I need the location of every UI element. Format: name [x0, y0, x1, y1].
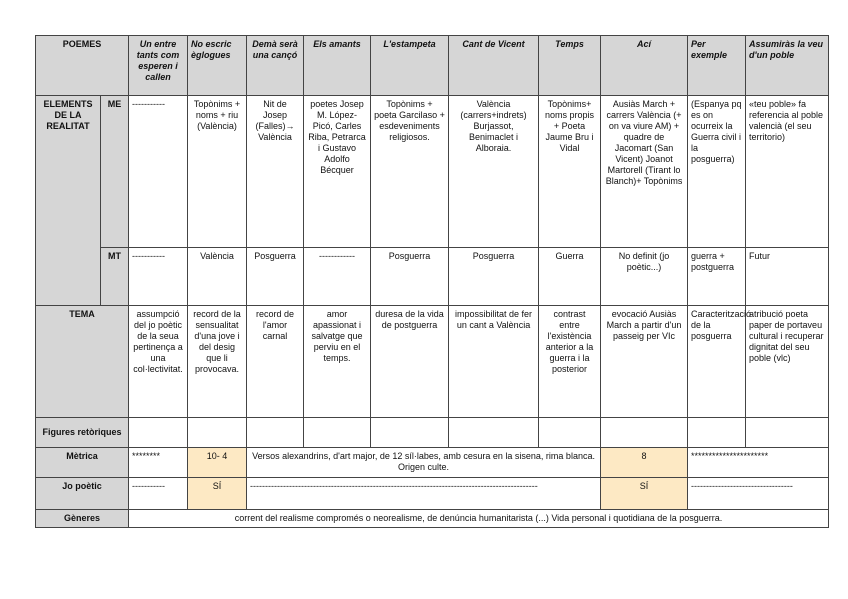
empty-cell: [371, 418, 449, 448]
mt-cell: Futur: [746, 248, 829, 306]
tema-cell: atribució poeta paper de portaveu cultural i recuperar dignitat del seu poble (vlc): [746, 306, 829, 418]
header-poemes: POEMES: [36, 36, 129, 96]
generes-label: Gèneres: [36, 510, 129, 528]
empty-cell: [449, 418, 539, 448]
mt-cell: Guerra: [539, 248, 601, 306]
empty-cell: [539, 418, 601, 448]
header-col: L'estampeta: [371, 36, 449, 96]
figures-row: [36, 418, 829, 448]
metrica-noescric: 10- 4: [188, 448, 247, 478]
me-label: ME: [101, 96, 129, 248]
header-col: Per exemple: [688, 36, 746, 96]
tema-cell: contrast entre l'existència anterior a la guerra i la posterior: [539, 306, 601, 418]
tema-cell: impossibilitat de fer un cant a València: [449, 306, 539, 418]
mt-cell: ------------: [304, 248, 371, 306]
mt-cell: guerra + postguerra: [688, 248, 746, 306]
empty-cell: [688, 418, 746, 448]
me-cell: Topònims + noms + riu (València): [188, 96, 247, 248]
tema-cell: amor apassionat i salvatge que perviu en el temps.: [304, 306, 371, 418]
jo-label: Jo poètic: [36, 478, 129, 510]
mt-cell: Posguerra: [247, 248, 304, 306]
mt-cell: No definit (jo poètic...): [601, 248, 688, 306]
tema-cell: Caracterització de la posguerra: [688, 306, 746, 418]
me-cell: Ausiàs March + carrers València (+ on va viure AM) + quadre de Jacomart (San Vicent) Joanot Martorell (Tirant lo Blanch)+ Topònims: [601, 96, 688, 248]
metrica-label: Mètrica: [36, 448, 129, 478]
tema-cell: evocació Ausiàs March a partir d'un passeig per VIc: [601, 306, 688, 418]
jo-aci: SÍ: [601, 478, 688, 510]
me-cell: «teu poble» fa referencia al poble valencià (el seu territorio): [746, 96, 829, 248]
poems-analysis-table: [35, 35, 829, 528]
jo-span: ------------------------------------------------------------------------------------------------: [247, 478, 601, 510]
elements-label: ELEMENTS DE LA REALITAT: [36, 96, 101, 306]
header-col: Cant de Vicent: [449, 36, 539, 96]
tema-cell: record de l'amor carnal: [247, 306, 304, 418]
mt-cell: València: [188, 248, 247, 306]
tema-cell: record de la sensualitat d'una jove i del desig que li provocava.: [188, 306, 247, 418]
generes-text: corrent del realisme compromés o neorealisme, de denúncia humanitarista (...) Vida personal i quotidiana de la posguerra.: [129, 510, 829, 528]
me-cell: Nit de Josep (Falles)→ València: [247, 96, 304, 248]
jo-first: -----------: [129, 478, 188, 510]
me-row: [36, 96, 829, 248]
jo-noescric: SÍ: [188, 478, 247, 510]
empty-cell: [746, 418, 829, 448]
header-col: Temps: [539, 36, 601, 96]
header-col: No escric èglogues: [188, 36, 247, 96]
empty-cell: [247, 418, 304, 448]
metrica-last: **********************: [688, 448, 829, 478]
jo-row: [36, 478, 829, 510]
empty-cell: [601, 418, 688, 448]
metrica-first: ********: [129, 448, 188, 478]
metrica-span: Versos alexandrins, d'art major, de 12 síl·labes, amb cesura en la sisena, rima blanca. Origen culte.: [247, 448, 601, 478]
me-cell: (Espanya pq es on ocurreix la Guerra civil i la posguerra): [688, 96, 746, 248]
empty-cell: [129, 418, 188, 448]
me-cell: València (carrers+indrets) Burjassot, Benimaclet i Alboraia.: [449, 96, 539, 248]
jo-last: ----------------------------------: [688, 478, 829, 510]
header-col: Ací: [601, 36, 688, 96]
mt-row: [36, 248, 829, 306]
me-cell: poetes Josep M. López-Picó, Carles Riba, Petrarca i Gustavo Adolfo Bécquer: [304, 96, 371, 248]
tema-label: TEMA: [36, 306, 129, 418]
me-cell: Topònims + poeta Garcilaso + esdeveniments religiosos.: [371, 96, 449, 248]
header-col: Els amants: [304, 36, 371, 96]
header-col: Assumiràs la veu d'un poble: [746, 36, 829, 96]
header-col: Demà serà una cançó: [247, 36, 304, 96]
header-row: [36, 36, 829, 96]
empty-cell: [304, 418, 371, 448]
mt-label: MT: [101, 248, 129, 306]
mt-cell: Posguerra: [449, 248, 539, 306]
me-cell: -----------: [129, 96, 188, 248]
figures-label: Figures retòriques: [36, 418, 129, 448]
mt-cell: Posguerra: [371, 248, 449, 306]
me-cell: Topònims+ noms propis + Poeta Jaume Bru i Vidal: [539, 96, 601, 248]
tema-row: [36, 306, 829, 418]
tema-cell: duresa de la vida de postguerra: [371, 306, 449, 418]
generes-row: [36, 510, 829, 528]
header-col: Un entre tants com esperen i callen: [129, 36, 188, 96]
tema-cell: assumpció del jo poètic de la seua pertinença a una col·lectivitat.: [129, 306, 188, 418]
empty-cell: [188, 418, 247, 448]
metrica-aci: 8: [601, 448, 688, 478]
metrica-row: [36, 448, 829, 478]
mt-cell: -----------: [129, 248, 188, 306]
